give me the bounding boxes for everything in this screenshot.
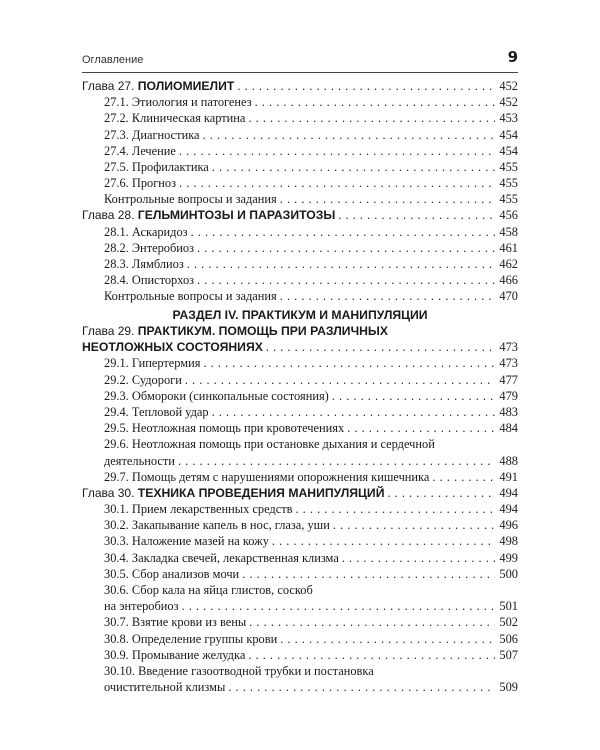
header-rule [82,72,518,73]
toc-item-text: 27.2. Клиническая картина [104,111,246,126]
toc-item-text: 30.9. Промывание желудка [104,647,246,662]
page-ref: 501 [499,599,518,614]
page-ref: 454 [499,127,518,142]
page-ref: 483 [499,404,518,419]
toc-item[interactable] [82,159,518,175]
toc-item[interactable] [82,240,518,256]
toc-item-text: Контрольные вопросы и задания [104,192,277,207]
section-title: ПРАКТИКУМ И МАНИПУЛЯЦИИ [241,307,428,322]
toc-item[interactable] [82,272,518,288]
page-ref: 462 [499,257,518,272]
page-ref: 479 [499,388,518,403]
page-ref: 496 [499,518,518,533]
leader-dots [249,614,495,630]
page-ref: 455 [499,192,518,207]
leader-dots [197,272,495,288]
page-ref: 470 [499,289,518,304]
toc-item-text: 27.3. Диагностика [104,127,200,142]
leader-dots [387,485,495,501]
toc-item-text: 28.1. Аскаридоз [104,224,188,239]
leader-dots [203,127,495,143]
toc-item-text: 27.6. Прогноз [104,176,177,191]
toc-item[interactable] [82,143,518,159]
toc-item[interactable] [82,663,518,679]
toc-item[interactable] [82,582,518,598]
leader-dots [242,566,495,582]
leader-dots [248,647,495,663]
toc-item-text: 30.1. Прием лекарственных средств [104,502,293,517]
toc-item-text: 28.2. Энтеробиоз [104,240,195,255]
page-ref: 466 [499,273,518,288]
toc-item-text: 30.5. Сбор анализов мочи [104,566,240,581]
leader-dots [333,517,495,533]
toc-item[interactable] [82,631,518,647]
toc-chapter-27[interactable] [82,78,518,94]
leader-dots [237,78,495,94]
leader-dots [228,679,495,695]
chapter-title-line1: ПРАКТИКУМ. ПОМОЩЬ ПРИ РАЗЛИЧНЫХ [137,324,388,339]
toc-item-text: 28.3. Лямблиоз [104,257,184,272]
page-ref: 452 [499,95,518,110]
leader-dots [187,256,495,272]
chapter-title: ТЕХНИКА ПРОВЕДЕНИЯ МАНИПУЛЯЦИЙ [137,485,385,500]
toc-item-text: 30.4. Закладка свечей, лекарственная клизма [104,550,339,565]
toc-item-text-line1: 29.6. Неотложная помощь при остановке дыхания и сердечной [104,437,435,452]
toc-item[interactable] [82,191,518,207]
toc-item[interactable] [82,550,518,566]
leader-dots [342,550,495,566]
leader-dots [295,501,495,517]
leader-dots [280,288,495,304]
leader-dots [178,453,495,469]
toc-item-text: 27.1. Этиология и патогенез [104,95,252,110]
toc-item-text: 30.2. Закапывание капель в нос, глаза, уши [104,518,330,533]
toc-item[interactable] [82,355,518,371]
leader-dots [280,191,495,207]
toc-item[interactable] [82,501,518,517]
toc-item[interactable] [82,517,518,533]
page-ref: 458 [499,224,518,239]
toc-item[interactable] [82,647,518,663]
leader-dots [179,143,495,159]
chapter-title: ПОЛИОМИЕЛИТ [137,78,235,93]
toc-item-cont[interactable] [82,598,518,614]
toc-item[interactable] [82,110,518,126]
leader-dots [212,159,495,175]
toc-item-cont[interactable] [82,453,518,469]
chapter-prefix: Глава 28. [82,208,135,223]
toc-item[interactable] [82,372,518,388]
page-ref: 473 [499,340,518,355]
toc-item-cont[interactable] [82,679,518,695]
page-ref: 499 [499,550,518,565]
section-label: РАЗДЕЛ IV. [172,307,239,322]
leader-dots [191,224,495,240]
toc-item[interactable] [82,175,518,191]
leader-dots [266,339,495,355]
leader-dots [332,388,495,404]
page-ref: 484 [499,421,518,436]
toc-item[interactable] [82,469,518,485]
toc-item-text: Контрольные вопросы и задания [104,289,277,304]
toc-item-text-line2: деятельности [104,453,175,468]
leader-dots [338,208,495,224]
toc-item-text-line2: на энтеробиоз [104,599,179,614]
toc-chapter-30[interactable] [82,485,518,501]
toc-chapter-28[interactable] [82,208,518,224]
toc-item-text: 30.3. Наложение мазей на кожу [104,534,269,549]
page-ref: 502 [499,615,518,630]
page-ref: 498 [499,534,518,549]
page-ref: 455 [499,176,518,191]
running-header [82,48,518,68]
toc-item-text-line1: 30.10. Введение газоотводной трубки и постановка [104,663,374,678]
toc-item-text: 29.1. Гипертермия [104,356,201,371]
toc-item[interactable] [82,224,518,240]
running-header-title: Оглавление [82,54,144,66]
toc-item[interactable] [82,94,518,110]
chapter-title-line2: НЕОТЛОЖНЫХ СОСТОЯНИЯХ [82,340,263,355]
page-ref: 506 [499,631,518,646]
chapter-title: ГЕЛЬМИНТОЗЫ И ПАРАЗИТОЗЫ [137,208,336,223]
toc-item-text: 29.2. Судороги [104,372,182,387]
toc-item-text: 28.4. Описторхоз [104,273,195,288]
page-ref: 500 [499,566,518,581]
toc-chapter-29-cont[interactable] [82,339,518,355]
leader-dots [432,469,495,485]
page-ref: 488 [499,453,518,468]
page-ref: 494 [499,485,518,500]
toc-item-text: 29.5. Неотложная помощь при кровотечениях [104,421,345,436]
toc-item-text: 29.7. Помощь детям с нарушениями опорожнения кишечника [104,469,430,484]
toc-item[interactable] [82,533,518,549]
page-ref: 454 [499,143,518,158]
leader-dots [203,355,495,371]
toc-item-text-line2: очистительной клизмы [104,680,226,695]
chapter-prefix: Глава 30. [82,485,135,500]
page-ref: 455 [499,159,518,174]
page-ref: 473 [499,356,518,371]
page-ref: 507 [499,647,518,662]
toc-item-text: 30.7. Взятие крови из вены [104,615,247,630]
page-ref: 477 [499,372,518,387]
toc-item[interactable] [82,388,518,404]
toc-item-text: 29.4. Тепловой удар [104,404,209,419]
page-ref: 491 [499,469,518,484]
leader-dots [347,420,495,436]
page-ref: 453 [499,111,518,126]
leader-dots [272,533,495,549]
toc-item-text: 29.3. Обмороки (синкопальные состояния) [104,388,329,403]
toc-item[interactable] [82,436,518,452]
toc-item-text-line1: 30.6. Сбор кала на яйца глистов, соскоб [104,583,313,598]
toc-item-text: 27.4. Лечение [104,143,176,158]
leader-dots [185,372,495,388]
page-ref: 452 [499,78,518,93]
section-heading[interactable] [82,307,518,323]
toc-item[interactable] [82,404,518,420]
toc-item[interactable] [82,256,518,272]
leader-dots [248,110,495,126]
leader-dots [179,175,495,191]
leader-dots [255,94,495,110]
toc-chapter-29[interactable] [82,323,518,339]
page-ref: 494 [499,502,518,517]
page-ref: 509 [499,680,518,695]
toc-item-text: 30.8. Определение группы крови [104,631,278,646]
page-number: 9 [507,48,518,66]
chapter-prefix: Глава 29. [82,324,135,339]
table-of-contents [82,78,518,695]
toc-item[interactable] [82,566,518,582]
leader-dots [212,404,495,420]
toc-item-text: 27.5. Профилактика [104,159,209,174]
leader-dots [197,240,495,256]
leader-dots [182,598,495,614]
leader-dots [280,631,495,647]
chapter-prefix: Глава 27. [82,78,135,93]
toc-item[interactable] [82,288,518,304]
page-ref: 461 [499,240,518,255]
page-ref: 456 [499,208,518,223]
toc-item[interactable] [82,420,518,436]
toc-item[interactable] [82,127,518,143]
toc-item[interactable] [82,614,518,630]
